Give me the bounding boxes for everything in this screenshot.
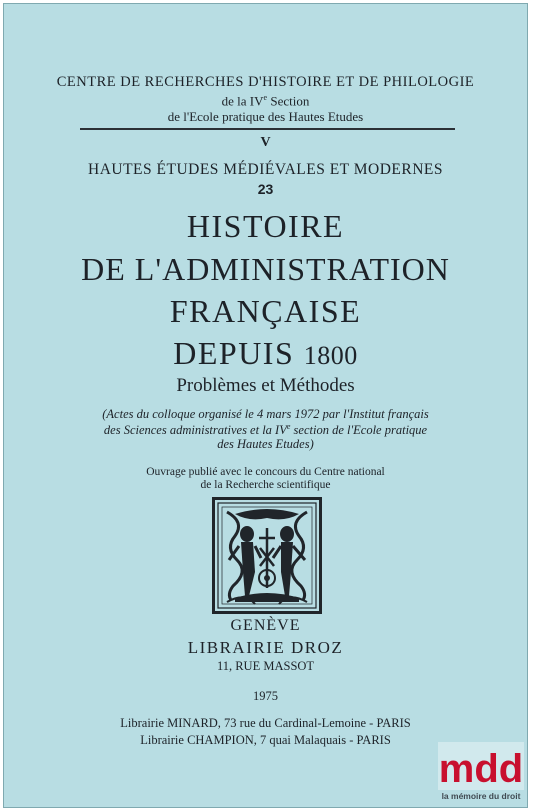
mdd-logo-mark (438, 742, 524, 790)
title-line-2: DE L'ADMINISTRATION (81, 251, 450, 287)
acts-line-2: des Sciences administratives et la IVe section de l'Ecole pratique (103, 422, 428, 438)
section-line: de la IVe Section (221, 93, 310, 109)
publisher-address: 11, RUE MASSOT (216, 659, 315, 673)
publisher-name: LIBRAIRIE DROZ (187, 638, 344, 657)
subtitle: Problèmes et Méthodes (176, 375, 355, 396)
distributor-line-1: Librairie MINARD, 73 rue du Cardinal-Lemoine - PARIS (120, 716, 411, 730)
title-line-1: HISTOIRE (186, 208, 345, 244)
title-line-3: FRANÇAISE (169, 293, 362, 329)
mdd-logo-tagline: la mémoire du droit (441, 791, 521, 801)
acts-line-3: des Hautes Etudes) (217, 437, 314, 451)
printer-mark-emblem (212, 497, 322, 614)
institution-name: CENTRE DE RECHERCHES D'HISTOIRE ET DE PHILOLOGIE (56, 74, 475, 90)
acts-line-1: (Actes du colloque organisé le 4 mars 1972 par l'Institut français (102, 407, 429, 421)
series-volume: 23 (257, 181, 274, 197)
publisher-city: GENÈVE (230, 617, 301, 634)
mdd-logo-letters: mdd (438, 747, 524, 790)
school-line: de l'Ecole pratique des Hautes Etudes (167, 109, 364, 124)
series-number: V (260, 135, 271, 150)
title-line-4: DEPUIS 1800 (173, 335, 358, 371)
header-rule (80, 128, 455, 130)
distributor-line-2: Librairie CHAMPION, 7 quai Malaquais - PARIS (140, 733, 391, 747)
support-line-2: de la Recherche scientifique (200, 479, 331, 491)
series-name: HAUTES ÉTUDES MÉDIÉVALES ET MODERNES (88, 161, 443, 178)
publication-year: 1975 (253, 689, 278, 703)
mdd-watermark-logo (438, 742, 524, 804)
support-line-1: Ouvrage publié avec le concours du Centre national (146, 466, 385, 478)
printer-mark-drawing (215, 500, 319, 611)
book-cover (3, 3, 528, 808)
